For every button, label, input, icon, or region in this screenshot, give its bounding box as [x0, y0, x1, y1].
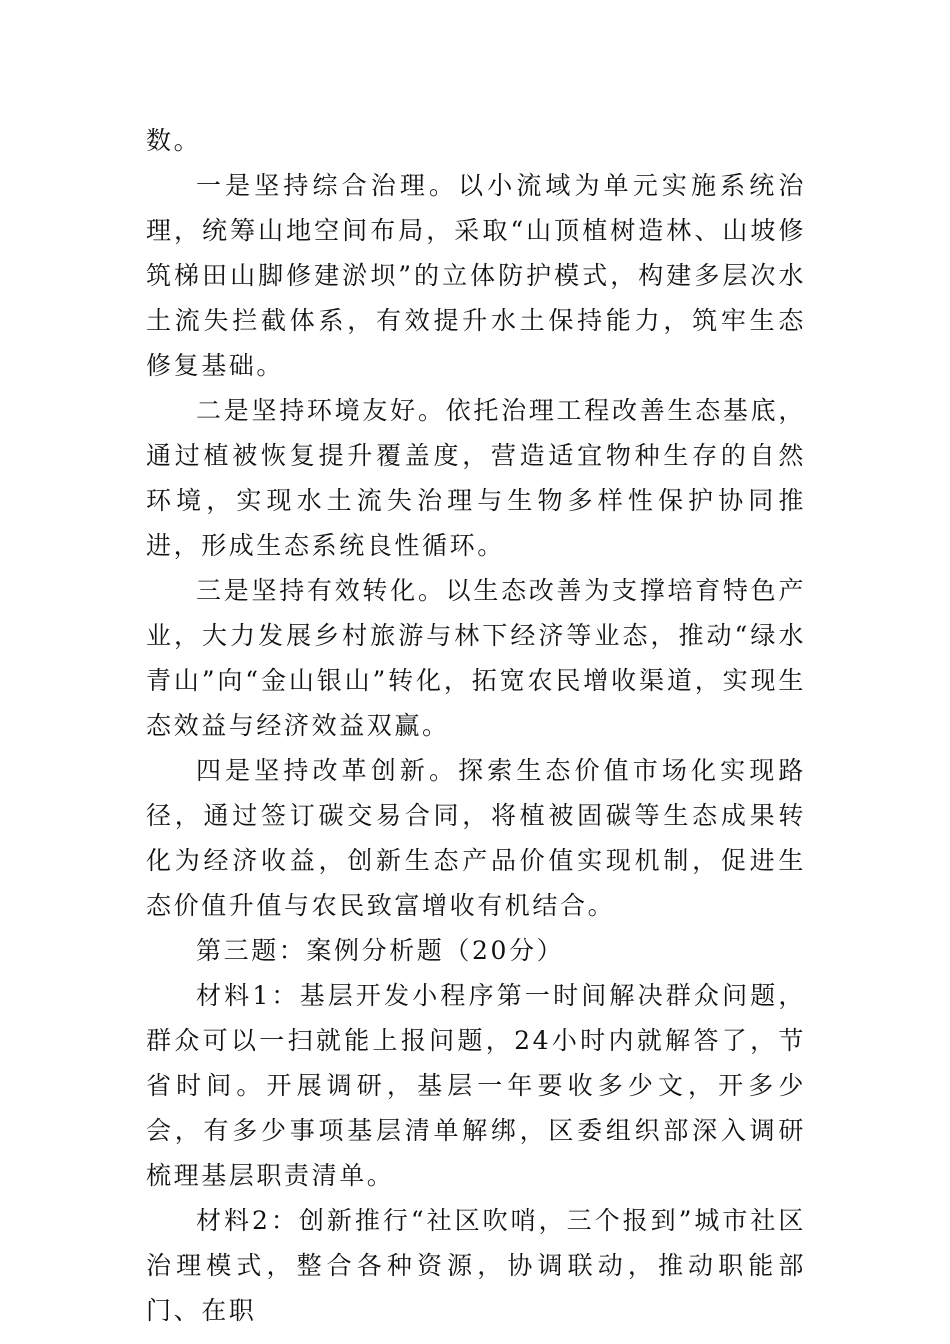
question-heading: 第三题：案例分析题（20分） — [196, 936, 565, 965]
paragraph-point-three: 三是坚持有效转化。以生态改善为支撑培育特色产业，大力发展乡村旅游与林下经济等业态，推动“绿水青山”向“金山银山”转化，拓宽农民增收渠道，实现生态效益与经济效益双赢。 — [146, 576, 806, 740]
paragraph-material-one: 材料1：基层开发小程序第一时间解决群众问题，群众可以一扫就能上报问题，24小时内就解答了，节省时间。开展调研，基层一年要收多少文，开多少会，有多少事项基层清单解绑，区委组织部深入调研梳理基层职责清单。 — [146, 981, 806, 1190]
paragraph-material-two: 材料2：创新推行“社区吹哨，三个报到”城市社区治理模式，整合各种资源，协调联动，推动职能部门、在职 — [146, 1206, 806, 1325]
paragraph-continuation: 数。 — [146, 126, 202, 155]
document-body — [146, 118, 806, 1333]
paragraph-point-one: 一是坚持综合治理。以小流域为单元实施系统治理，统筹山地空间布局，采取“山顶植树造林、山坡修筑梯田山脚修建淤坝”的立体防护模式，构建多层次水土流失拦截体系，有效提升水土保持能力，筑牢生态修复基础。 — [146, 171, 806, 380]
paragraph-point-two: 二是坚持环境友好。依托治理工程改善生态基底，通过植被恢复提升覆盖度，营造适宜物种生存的自然环境，实现水土流失治理与生物多样性保护协同推进，形成生态系统良性循环。 — [146, 396, 806, 560]
paragraph-point-four: 四是坚持改革创新。探索生态价值市场化实现路径，通过签订碳交易合同，将植被固碳等生态成果转化为经济收益，创新生态产品价值实现机制，促进生态价值升值与农民致富增收有机结合。 — [146, 756, 806, 920]
